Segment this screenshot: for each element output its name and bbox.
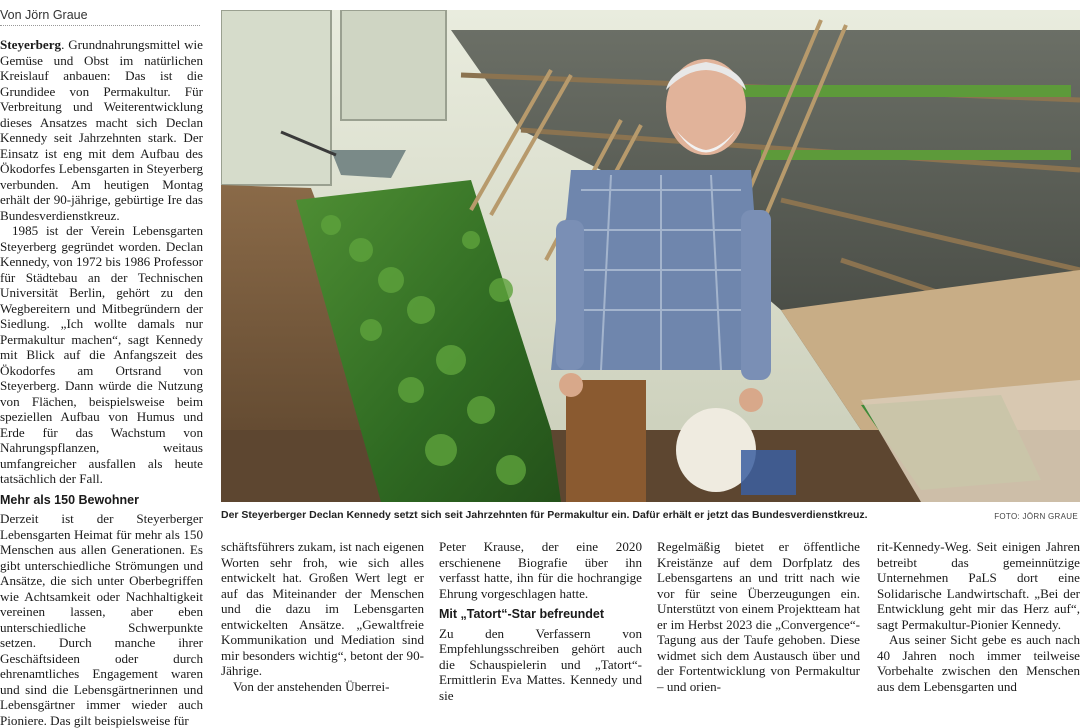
paragraph: Regelmäßig bietet er öffentliche Kreistänze auf dem Dorfplatz des Lebensgartens an und tritt nach wie vor für seine Überzeugungen ein. Unterstützt von einem Projektteam hat er im Herbst 2023 die „Convergence“-Tagung aus der Taufe gehoben. Diese widmet sich dem Austausch über und der Fortentwicklung von Permakultur – und orien-	[657, 539, 860, 694]
greenhouse-photo	[221, 10, 1080, 502]
dateline: Steyerberg	[0, 37, 62, 52]
article-column-5	[877, 539, 1080, 694]
photo-credit: FOTO: JÖRN GRAUE	[994, 512, 1078, 521]
byline: Von Jörn Graue	[0, 8, 200, 26]
photo-caption: Der Steyerberger Declan Kennedy setzt sich seit Jahrzehnten für Permakultur ein. Dafür erhält er jetzt das Bundesverdienstkreuz.	[221, 509, 868, 521]
paragraph: 1985 ist der Verein Lebensgarten Steyerberg gegründet worden. Declan Kennedy, von 1972 bis 1986 Professor für Städtebau an der Technischen Universität Berlin, gehört zu den Wegbereitern und Mitbegründern der Siedlung. „Ich wollte damals nur Permakultur machen“, sagt Kennedy mit Blick auf die Anfangszeit des Ökodorfes am Ortsrand von Steyerberg. Dann würde die Nutzung von Flächen, beispielsweise beim speziellen Aufbau von Humus und Erde für das Wachstum von Nahrungspflanzen, weitaus umfangreicher ausfallen als heute tatsächlich der Fall.	[0, 223, 203, 486]
paragraph: schäftsführers zukam, ist nach eigenen Worten sehr froh, wie sich alles entwickelt hat. Großen Wert legt er auf das Miteinander der Menschen und die dazu im Lebensgarten entwickelten Ansätze. „Gewaltfreie Kommunikation und Mediation sind mir besonders wichtig“, betont der 90-Jährige.	[221, 539, 424, 678]
paragraph: Derzeit ist der Steyerberger Lebensgarten Heimat für mehr als 150 Menschen aus allen Generationen. Es gibt unterschiedliche Strömungen und Ansätze, die sich unter Oberbegriffen wie Achtsamkeit oder Nachhaltigkeit vereinen lassen, aber eben unterschiedliche Schwerpunkte setzen. Durch manche ihrer Geschäftsideen oder durch ehrenamtliches Engagement waren und sind die Lebensgärtnerinnen und Lebensgärtner immer wieder auch Pioniere. Das gilt beispielsweise für	[0, 511, 203, 728]
article-photo	[221, 10, 1080, 502]
article-column-2	[221, 539, 424, 694]
article-column-3	[439, 539, 642, 703]
paragraph	[0, 37, 203, 223]
article-column-1	[0, 37, 203, 728]
subheading: Mehr als 150 Bewohner	[0, 492, 139, 507]
paragraph: Peter Krause, der eine 2020 erschienene Biografie über ihn verfasst hatte, ihn für die hochrangige Ehrung vorgeschlagen hatte.	[439, 539, 642, 601]
article-column-4	[657, 539, 860, 694]
paragraph: rit-Kennedy-Weg. Seit einigen Jahren betreibt das gemeinnützige Unternehmen PaLS dort eine Solidarische Landwirtschaft. „Bei der Entwicklung geht mir das Herz auf“, sagt Permakultur-Pionier Kennedy.	[877, 539, 1080, 632]
paragraph-text: . Grundnahrungsmittel wie Gemüse und Obst im natürlichen Kreislauf anbauen: Das ist die Grundidee von Permakultur. Für Verbreitung und Weiterentwicklung dieses Ansatzes macht sich Declan Kennedy seit Jahrzehnten stark. Der Einsatz ist eng mit dem Aufbau des Ökodorfes Lebensgarten in Steyerberg verbunden. Am heutigen Montag erhält der 90-jährige, gebürtige Ire das Bundesverdienstkreuz.	[0, 37, 203, 223]
subheading: Mit „Tatort“-Star befreundet	[439, 607, 605, 621]
paragraph: Aus seiner Sicht gebe es auch nach 40 Jahren noch immer teilweise Vorbehalte zwischen den Menschen aus dem Lebensgarten und	[877, 632, 1080, 694]
paragraph: Von der anstehenden Überrei-	[233, 678, 390, 694]
paragraph: Zu den Verfassern von Empfehlungsschreiben gehört auch die Schauspielerin und „Tatort“-Ermittlerin Eva Mattes. Kennedy und sie	[439, 625, 642, 703]
